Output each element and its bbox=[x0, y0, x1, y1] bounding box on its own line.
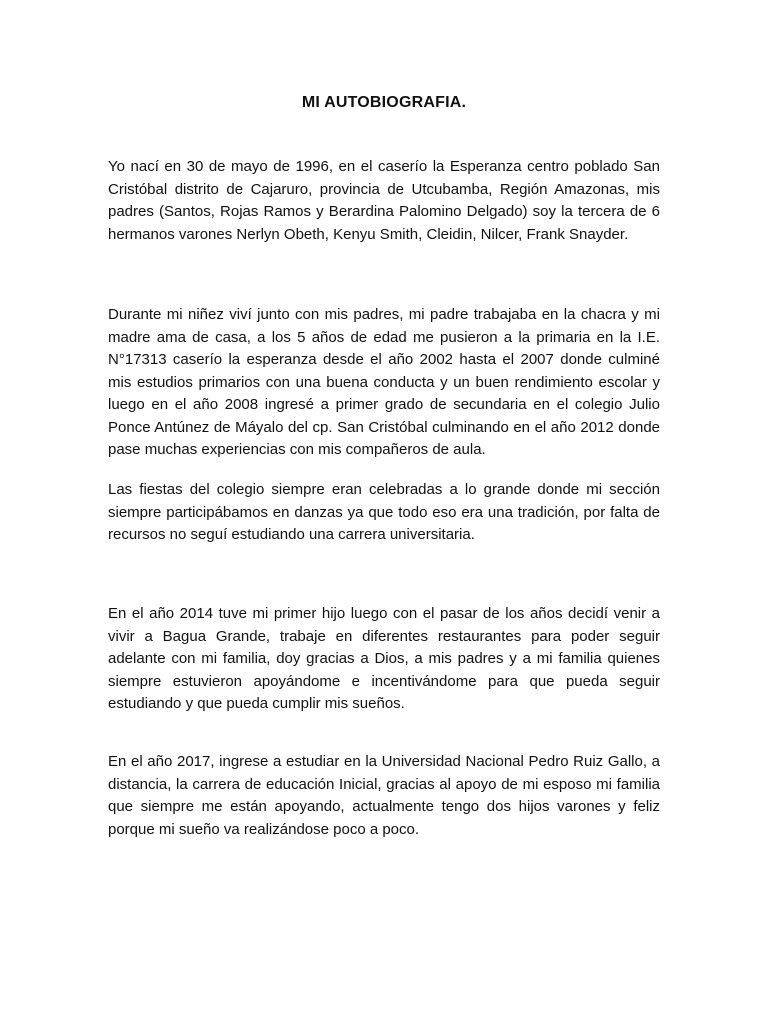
document-title: MI AUTOBIOGRAFIA. bbox=[301, 94, 467, 111]
paragraph-birth: Yo nací en 30 de mayo de 1996, en el caserío la Esperanza centro poblado San Cristóbal distrito de Cajaruro, provincia de Utcubamba, Región Amazonas, mis padres (Santos, Rojas Ramos y Berardina Palomino Delgado) soy la tercera de 6 hermanos varones Nerlyn Obeth, Kenyu Smith, Cleidin, Nilcer, Frank Snayder. bbox=[108, 158, 660, 243]
paragraph-childhood: Durante mi niñez viví junto con mis padres, mi padre trabajaba en la chacra y mi madre ama de casa, a los 5 años de edad me pusieron a la primaria en la I.E. N°17313 caserío la esperanza desde el año 2002 hasta el 2007 donde culminé mis estudios primarios con una buena conducta y un buen rendimiento escolar y luego en el año 2008 ingresé a primer grado de secundaria en el colegio Julio Ponce Antúnez de Máyalo del cp. San Cristóbal culminando en el año 2012 donde pase muchas experiencias con mis compañeros de aula. bbox=[108, 306, 660, 458]
paragraph-university: En el año 2017, ingrese a estudiar en la Universidad Nacional Pedro Ruiz Gallo, a distancia, la carrera de educación Inicial, gracias al apoyo de mi esposo mi familia que siempre me están apoyando, actualmente tengo dos hijos varones y feliz porque mi sueño va realizándose poco a poco. bbox=[108, 753, 660, 838]
paragraph-school-festivities: Las fiestas del colegio siempre eran celebradas a lo grande donde mi sección siempre participábamos en danzas ya que todo eso era una tradición, por falta de recursos no seguí estudiando una carrera universitaria. bbox=[108, 481, 660, 543]
paragraph-first-child: En el año 2014 tuve mi primer hijo luego con el pasar de los años decidí venir a vivir a Bagua Grande, trabaje en diferentes restaurantes para poder seguir adelante con mi familia, doy gracias a Dios, a mis padres y a mi familia quienes siempre estuvieron apoyándome e incentivándome para que pueda seguir estudiando y que pueda cumplir mis sueños. bbox=[108, 605, 660, 712]
